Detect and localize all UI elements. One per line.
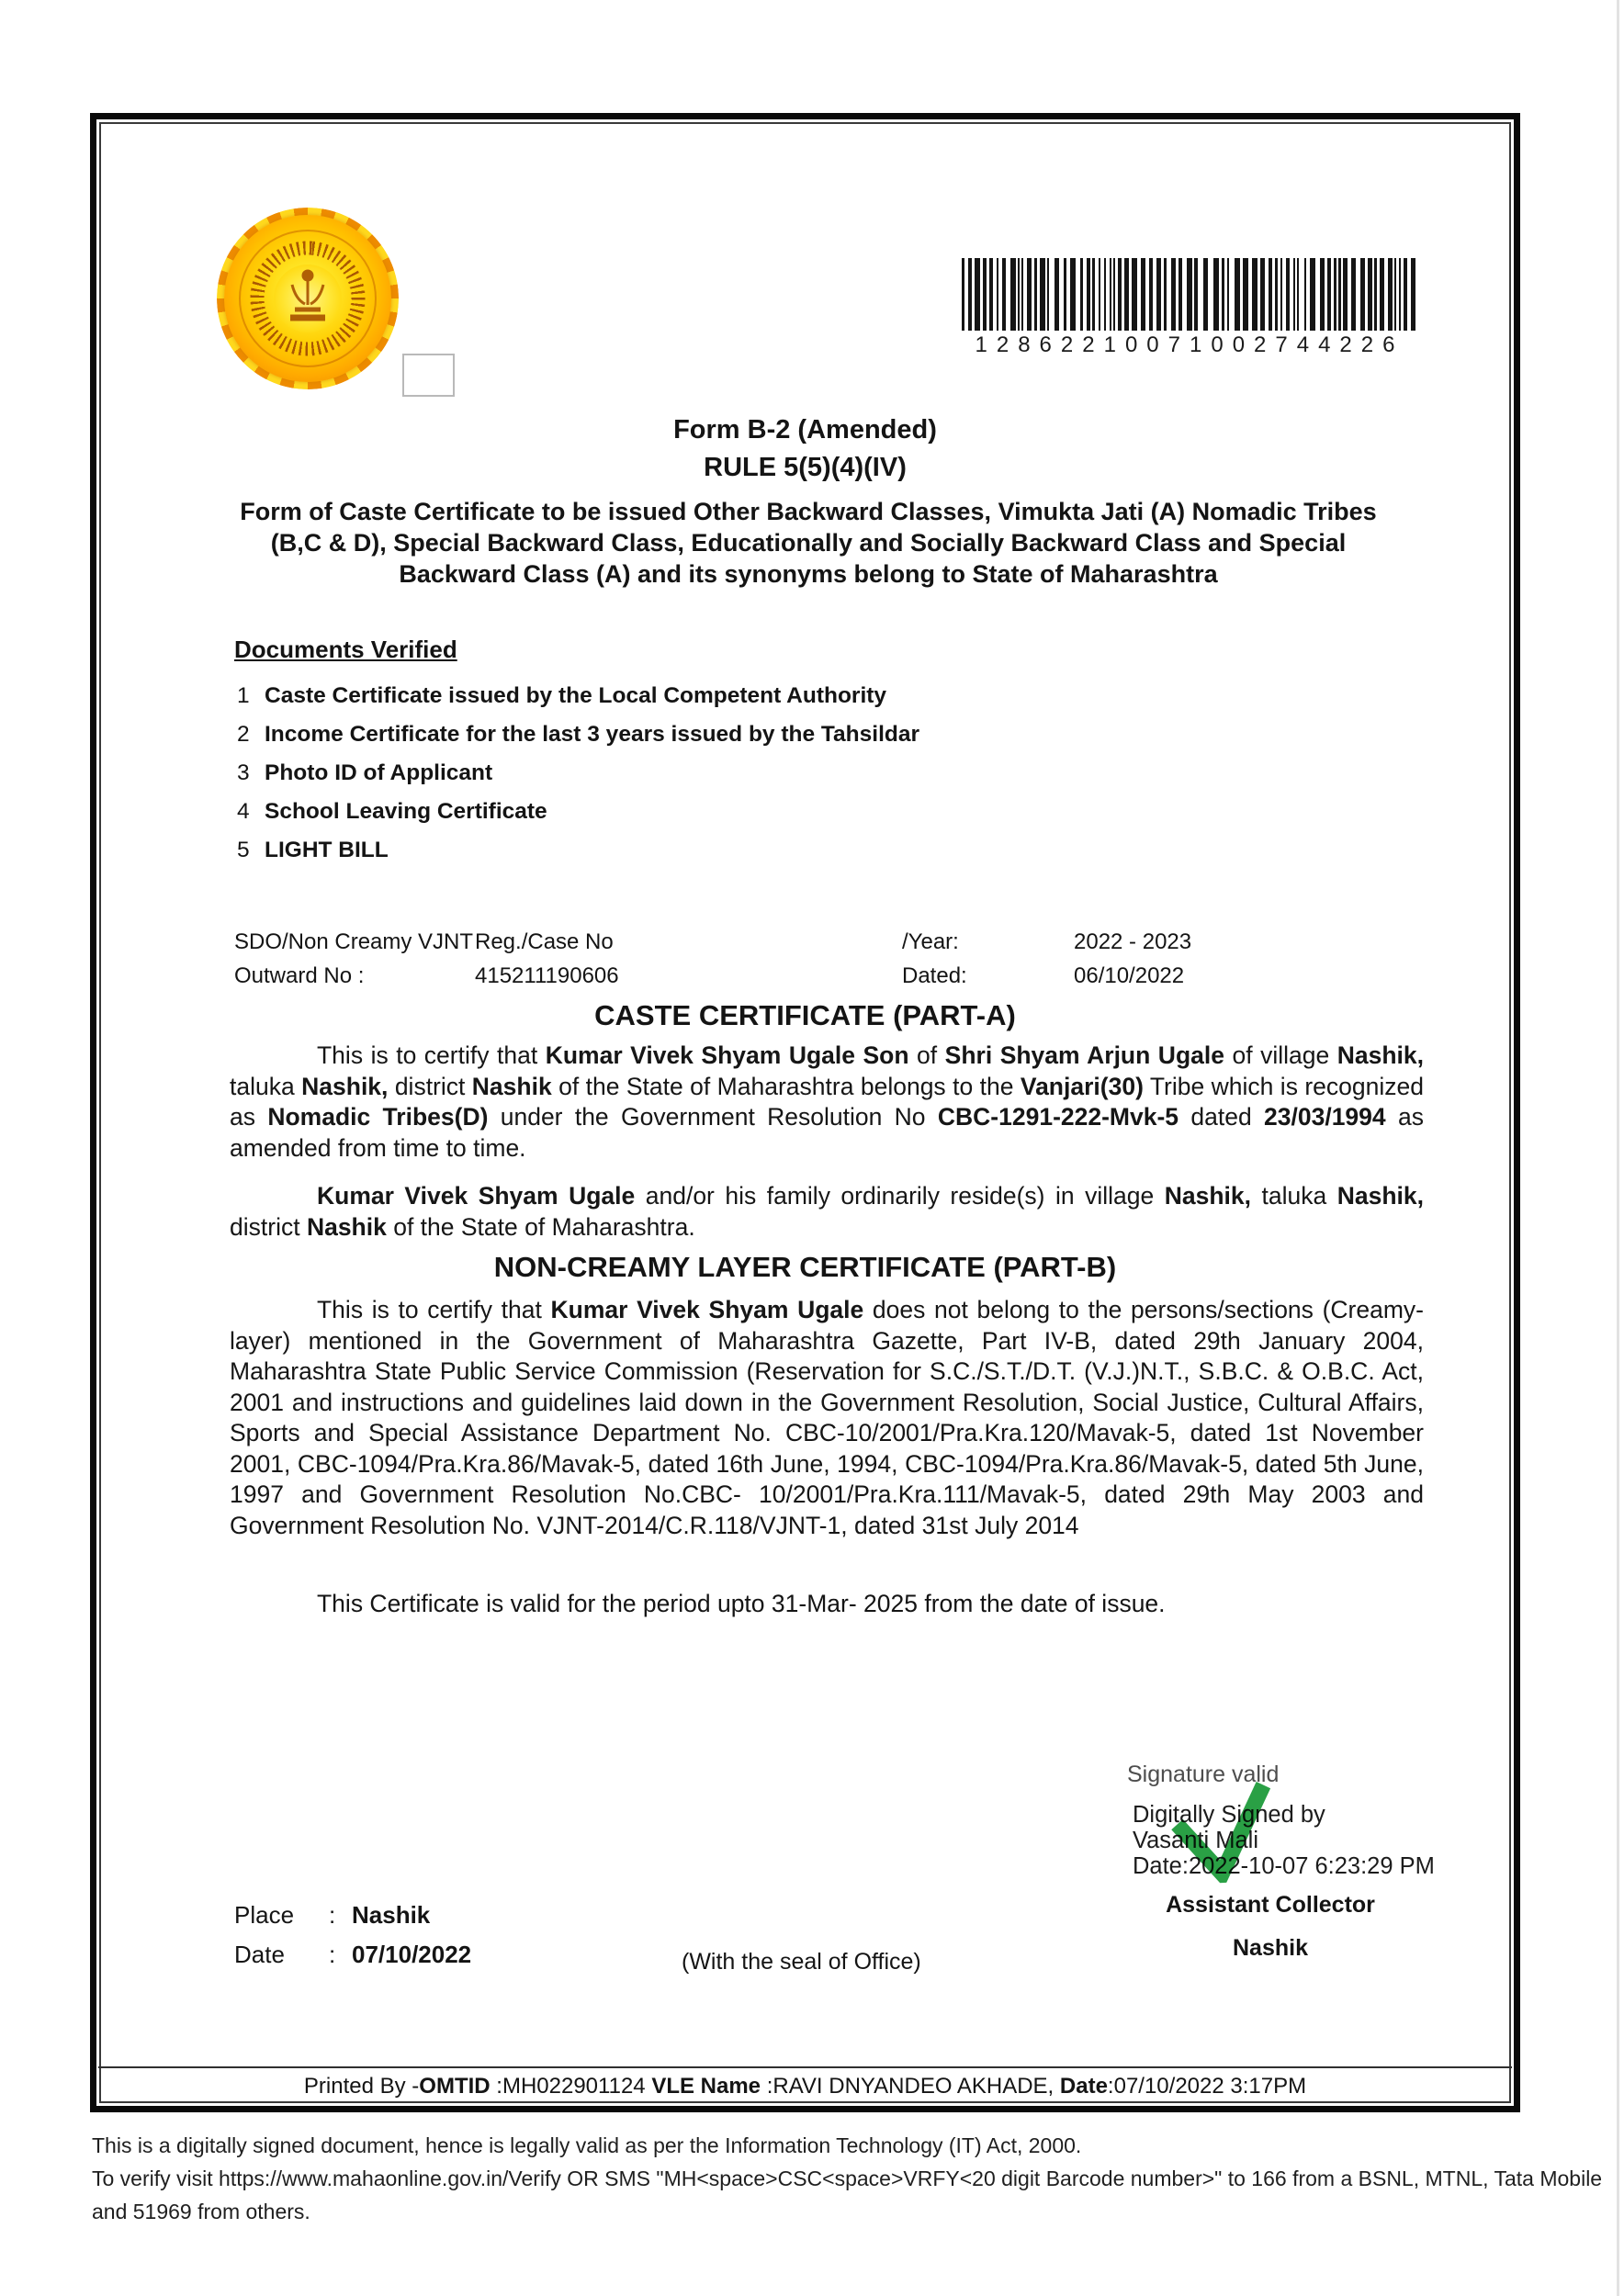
document-item-label: Income Certificate for the last 3 years issued by the Tahsildar [265,722,920,747]
emblem-lamp-icon [283,266,333,331]
part-b-paragraph: This is to certify that Kumar Vivek Shyam Ugale does not belong to the persons/sections (Creamy-layer) mentioned in the Government of Maharashtra Gazette, Part IV-B, dated 29th January 2004, Maharashtra State Public Service Commission (Reservation for S.C./S.T./D.T. (V.J.)N.T., S.B.C. & O.B.C. Act, 2001 and instructions and guidelines laid down in the Government Resolution, Social Justice, Cultural Affairs, Sports and Special Assistance Department No. CBC-10/2001/Pra.Kra.120/Mavak-5, dated 1st November 2001, CBC-1094/Pra.Kra.86/Mavak-5, dated 16th June, 1994, CBC-1094/Pra.Kra.86/Mavak-5, dated 5th June, 1997 and Government Resolution No.CBC- 10/2001/Pra.Kra.111/Mavak-5, dated 29th May 2003 and Government Resolution No. VJNT-2014/C.R.118/VJNT-1, dated 31st July 2014 [230,1296,1424,1539]
place-value: Nashik [352,1901,431,1929]
signature-valid-check-icon [1166,1777,1280,1885]
validity-note: This Certificate is valid for the period upto 31-Mar- 2025 from the date of issue. [317,1590,1166,1617]
document-item [237,838,1247,876]
outward-no-value: 415211190606 [475,963,619,988]
date-value: 07/10/2022 [352,1941,472,1968]
signature-valid-label: Signature valid [1127,1761,1280,1787]
document-item-number: 1 [237,683,250,708]
document-item-number: 3 [237,760,250,785]
documents-verified-list [237,683,1247,876]
digitally-signed-by-line: Digitally Signed by [1133,1802,1325,1828]
page-right-edge [1617,0,1619,2296]
disclaimer-line-2: To verify visit https://www.mahaonline.gov.in/Verify OR SMS "MH<space>CSC<space>VRFY<20 digit Barcode number>" to 166 from a BSNL, MTNL, Tata Mobile and 51969 from others. [92,2167,1603,2223]
disclaimer-line-1: This is a digitally signed document, hence is legally valid as per the Information Technology (IT) Act, 2000. [92,2133,1082,2157]
document-item-label: School Leaving Certificate [265,799,547,824]
empty-stamp-box [402,354,455,397]
dated-label: Dated: [902,963,967,988]
place-label: Place [234,1901,295,1929]
part-b-heading: NON-CREAMY LAYER CERTIFICATE (PART-B) [493,1251,1117,1283]
printed-by-line: Printed By -OMTID :MH022901124 VLE Name :RAVI DNYANDEO AKHADE, Date:07/10/2022 3:17PM [303,2074,1307,2099]
reg-case-no-label: Reg./Case No [475,929,614,954]
place-colon: : [329,1901,336,1929]
document-item [237,683,1247,722]
document-item-label: Photo ID of Applicant [265,760,493,785]
barcode-number: 12862210071002744226 [975,332,1404,357]
document-item-label: LIGHT BILL [265,838,389,862]
part-a-heading: CASTE CERTIFICATE (PART-A) [594,999,1016,1031]
signer-name: Vasanti Mali [1133,1828,1259,1853]
form-title: Form B-2 (Amended) [673,415,937,445]
reg-year-label: /Year: [902,929,959,954]
document-item [237,722,1247,760]
part-a-paragraph-1: This is to certify that Kumar Vivek Shyam Ugale Son of Shri Shyam Arjun Ugale of village Nashik, taluka Nashik, district Nashik of the State of Maharashtra belongs to the Vanjari(30) Tribe which is recognized as Nomadic Tribes(D) under the Government Resolution No CBC-1291-222-Mvk-5 dated 23/03/1994 as amended from time to time. [230,1041,1424,1162]
document-item [237,760,1247,799]
reg-year-value: 2022 - 2023 [1074,929,1192,954]
office-seal-note: (With the seal of Office) [682,1949,921,1975]
signature-date: Date:2022-10-07 6:23:29 PM [1133,1853,1435,1879]
reg-authority-label: SDO/Non Creamy VJNT [234,929,474,954]
documents-verified-heading: Documents Verified [234,636,457,663]
maharashtra-government-emblem [217,208,399,389]
signatory-designation: Assistant Collector [1166,1892,1375,1918]
date-colon: : [329,1941,336,1968]
form-description: Form of Caste Certificate to be issued Other Backward Classes, Vimukta Jati (A) Nomadic Tribes (B,C & D), Special Backward Class, Educationally and Socially Backward Class and Special Backward Class (A) and its synonyms belong to State of Maharashtra [240,498,1377,588]
outward-no-label: Outward No : [234,963,365,988]
signatory-place: Nashik [1233,1935,1308,1961]
date-label: Date [234,1941,285,1968]
document-item-number: 2 [237,722,250,747]
document-item-label: Caste Certificate issued by the Local Competent Authority [265,683,887,708]
document-item-number: 5 [237,838,250,862]
rule-title: RULE 5(5)(4)(IV) [704,453,907,482]
barcode-bars [962,258,1417,331]
document-item-number: 4 [237,799,250,824]
document-item [237,799,1247,838]
part-a-paragraph-2: Kumar Vivek Shyam Ugale and/or his family ordinarily reside(s) in village Nashik, taluka Nashik, district Nashik of the State of Maharashtra. [230,1182,1424,1241]
dated-value: 06/10/2022 [1074,963,1185,988]
footer-separator-line [98,2066,1512,2068]
